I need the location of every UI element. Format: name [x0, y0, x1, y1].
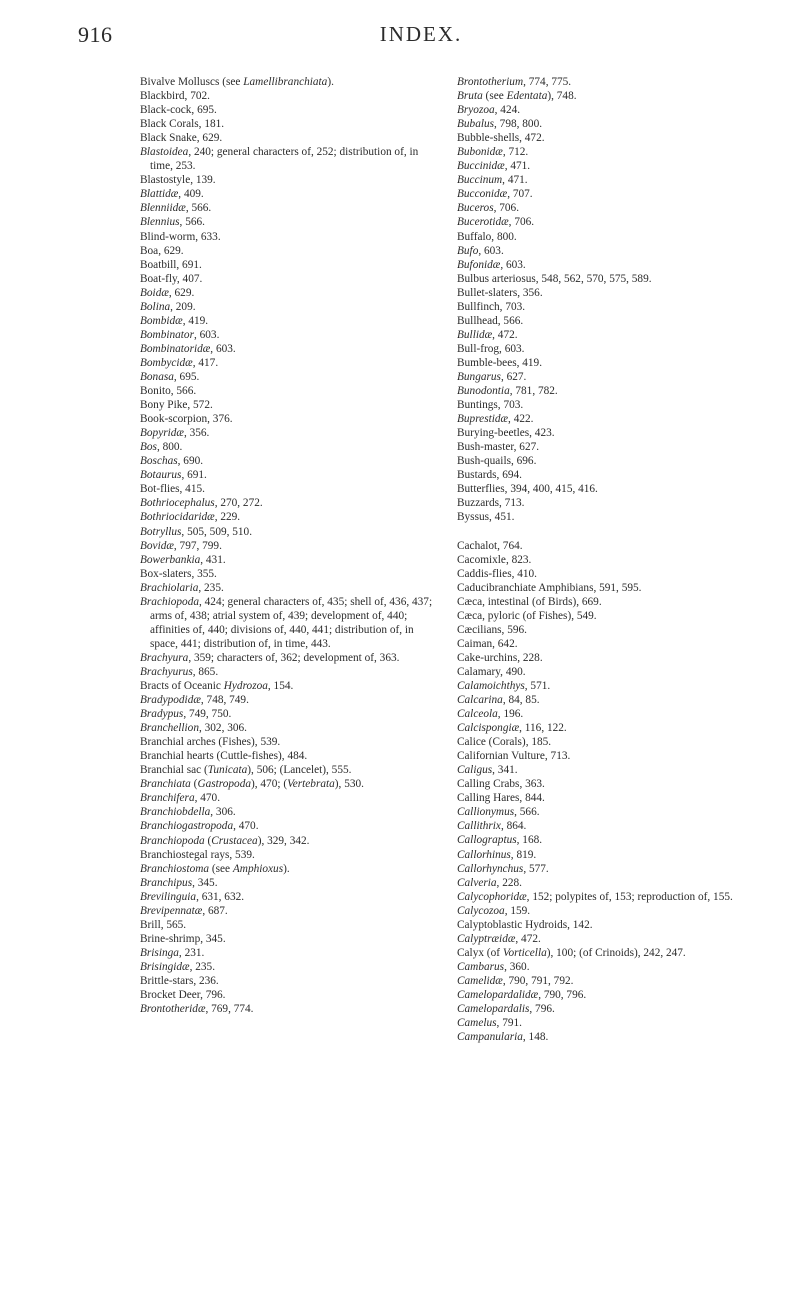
index-entry: Bullidæ, 472.: [457, 328, 518, 341]
page-header: [78, 22, 764, 52]
index-entry: Bos, 800.: [140, 441, 183, 454]
index-entry: Camelus, 791.: [457, 1017, 522, 1030]
index-entry: Black Corals, 181.: [140, 118, 225, 131]
index-entry: Calyptræidæ, 472.: [457, 932, 541, 945]
index-entry: Brontotheridæ, 769, 774.: [140, 1003, 254, 1016]
index-entry: Bombinator, 603.: [140, 328, 220, 341]
index-entry: Buzzards, 713.: [457, 497, 525, 510]
index-entry: Cachalot, 764.: [457, 539, 523, 552]
index-entry: Black Snake, 629.: [140, 132, 223, 145]
index-entry: Bucconidæ, 707.: [457, 188, 533, 201]
index-entry: Bombidæ, 419.: [140, 314, 209, 327]
index-entry: Botaurus, 691.: [140, 469, 207, 482]
index-entry: Calamary, 490.: [457, 665, 526, 678]
index-entry: Branchiostoma (see Amphioxus).: [140, 862, 290, 875]
index-entry: Blind-worm, 633.: [140, 230, 221, 243]
index-entry: Book-scorpion, 376.: [140, 413, 233, 426]
index-column-left: [140, 75, 440, 1016]
index-entry: Buffalo, 800.: [457, 230, 517, 243]
index-entry: Black-cock, 695.: [140, 104, 217, 117]
index-entry: Branchial arches (Fishes), 539.: [140, 736, 281, 749]
index-entry: Cambarus, 360.: [457, 960, 530, 973]
index-entry: Branchiopoda (Crustacea), 329, 342.: [140, 834, 310, 847]
index-entry: Brill, 565.: [140, 918, 187, 931]
index-entry: Bulbus arteriosus, 548, 562, 570, 575, 589.: [457, 272, 652, 285]
index-entry: Buntings, 703.: [457, 399, 524, 412]
index-entry: Cake-urchins, 228.: [457, 651, 543, 664]
index-entry: Bull-frog, 603.: [457, 342, 525, 355]
section-gap: [457, 525, 779, 539]
index-entry: Bungarus, 627.: [457, 370, 527, 383]
index-entry: Branchipus, 345.: [140, 876, 218, 889]
index-entry: Caducibranchiate Amphibians, 591, 595.: [457, 581, 642, 594]
index-entry: Boat-fly, 407.: [140, 272, 203, 285]
index-entry: Botryllus, 505, 509, 510.: [140, 525, 253, 538]
index-entry: Branchifera, 470.: [140, 792, 221, 805]
index-entry: Callorhynchus, 577.: [457, 862, 549, 875]
index-entry: Branchiogastropoda, 470.: [140, 820, 259, 833]
index-entry: Branchiostegal rays, 539.: [140, 848, 255, 861]
index-entry: Bush-master, 627.: [457, 441, 540, 454]
index-entry: Blastostyle, 139.: [140, 174, 216, 187]
index-entry: Callionymus, 566.: [457, 806, 540, 819]
index-entry: Bovidæ, 797, 799.: [140, 539, 222, 552]
running-head: INDEX.: [379, 22, 463, 46]
index-entry: Brachiopoda, 424; general characters of, 435; shell of, 436, 437; arms of, 438; atrial system of, 439; development of, 440; affinities of, 440; divisions of, 440, 441; distribution of, in space, 441; distribution of, in time, 443.: [140, 595, 433, 650]
page-number: 916: [78, 22, 113, 47]
index-entry: Bullet-slaters, 356.: [457, 286, 543, 299]
index-entry: Bony Pike, 572.: [140, 399, 213, 412]
index-entry: Bombinatoridæ, 603.: [140, 342, 236, 355]
index-entry: Callorhinus, 819.: [457, 848, 537, 861]
index-entry: Campanularia, 148.: [457, 1031, 549, 1044]
index-entry: Camelopardalidæ, 790, 796.: [457, 989, 587, 1001]
index-entry: Bonasa, 695.: [140, 370, 200, 383]
index-entry: Bucerotidæ, 706.: [457, 216, 535, 229]
index-entry: Bullfinch, 703.: [457, 300, 526, 313]
index-entry: Cacomixle, 823.: [457, 553, 532, 566]
index-entry: Bustards, 694.: [457, 469, 522, 482]
index-entry: Camelidæ, 790, 791, 792.: [457, 974, 574, 987]
index-entry: Bubonidæ, 712.: [457, 146, 529, 159]
index-entry: Branchial sac (Tunicata), 506; (Lancelet), 555.: [140, 764, 352, 777]
index-entry: Blennius, 566.: [140, 216, 205, 229]
index-entry: Brocket Deer, 796.: [140, 989, 226, 1002]
index-entry: Brisinga, 231.: [140, 946, 205, 959]
index-entry: Bolina, 209.: [140, 300, 196, 313]
index-entry: Boidæ, 629.: [140, 286, 195, 299]
index-entry: Brachiolaria, 235.: [140, 581, 224, 594]
index-entry: Calveria, 228.: [457, 876, 522, 889]
index-entry: Callograptus, 168.: [457, 834, 543, 847]
index-entry: Bothriocidaridæ, 229.: [140, 511, 241, 524]
index-entry: Blattidæ, 409.: [140, 188, 204, 201]
index-entry: Blackbird, 702.: [140, 90, 210, 103]
index-entry: Bufonidæ, 603.: [457, 258, 526, 271]
index-entry: Boatbill, 691.: [140, 258, 202, 271]
index-entry: Brine-shrimp, 345.: [140, 932, 226, 945]
index-entry: Bot-flies, 415.: [140, 483, 205, 496]
index-entry: Brittle-stars, 236.: [140, 975, 219, 987]
index-entry: Brevipennatæ, 687.: [140, 904, 228, 917]
index-entry: Calice (Corals), 185.: [457, 736, 552, 749]
index-entry: Buceros, 706.: [457, 202, 520, 215]
index-entry: Calcispongiæ, 116, 122.: [457, 722, 567, 735]
index-entry: Branchiobdella, 306.: [140, 806, 236, 819]
index-entry: Calling Crabs, 363.: [457, 778, 545, 791]
index-entry: Calycophoridæ, 152; polypites of, 153; reproduction of, 155.: [457, 890, 733, 903]
index-entry: Brachyurus, 865.: [140, 665, 219, 678]
index-columns: [140, 75, 780, 1295]
index-entry: Caligus, 341.: [457, 764, 518, 777]
index-entry: Bradypodidæ, 748, 749.: [140, 694, 249, 707]
index-entry: Bruta (see Edentata), 748.: [457, 90, 577, 103]
index-entry: Bryozoa, 424.: [457, 104, 521, 117]
index-entry: Bunodontia, 781, 782.: [457, 385, 558, 398]
index-entry: Buccinidæ, 471.: [457, 160, 531, 173]
index-entry: Butterflies, 394, 400, 415, 416.: [457, 483, 598, 496]
index-entry: Brontotherium, 774, 775.: [457, 76, 572, 88]
index-entry: Bowerbankia, 431.: [140, 553, 226, 566]
index-entry: Bubble-shells, 472.: [457, 132, 545, 145]
index-entry: Bracts of Oceanic Hydrozoa, 154.: [140, 680, 294, 693]
index-entry: Calyx (of Vorticella), 100; (of Crinoids), 242, 247.: [457, 946, 686, 959]
index-entry: Bothriocephalus, 270, 272.: [140, 497, 263, 510]
index-entry: Bivalve Molluscs (see Lamellibranchiata).: [140, 76, 334, 88]
index-entry: Cæca, intestinal (of Birds), 669.: [457, 595, 602, 608]
index-entry: Brevilinguia, 631, 632.: [140, 890, 245, 903]
index-entry: Bopyridæ, 356.: [140, 427, 210, 440]
index-entry: Buccinum, 471.: [457, 174, 528, 187]
index-entry: Calcarina, 84, 85.: [457, 694, 540, 707]
index-entry: Byssus, 451.: [457, 511, 515, 524]
index-entry: Caiman, 642.: [457, 637, 518, 650]
index-entry: Calceola, 196.: [457, 708, 524, 721]
index-entry: Bonito, 566.: [140, 385, 197, 398]
index-entry: Branchial hearts (Cuttle-fishes), 484.: [140, 750, 308, 763]
index-entry: Box-slaters, 355.: [140, 567, 217, 580]
index-entry: Boa, 629.: [140, 244, 184, 257]
index-entry: Californian Vulture, 713.: [457, 750, 571, 763]
index-entry: Brisingidæ, 235.: [140, 960, 216, 973]
index-entry: Blenniidæ, 566.: [140, 202, 212, 215]
index-entry: Boschas, 690.: [140, 455, 204, 468]
index-entry: Burying-beetles, 423.: [457, 427, 555, 440]
index-column-right: [457, 75, 779, 1044]
index-entry: Bullhead, 566.: [457, 314, 524, 327]
index-entry: Branchellion, 302, 306.: [140, 722, 247, 735]
index-entry: Callithrix, 864.: [457, 820, 527, 833]
index-entry: Cæcilians, 596.: [457, 623, 527, 636]
index-entry: Bradypus, 749, 750.: [140, 708, 232, 721]
index-entry: Calycozoa, 159.: [457, 904, 531, 917]
index-entry: Cæca, pyloric (of Fishes), 549.: [457, 609, 597, 622]
index-entry: Brachyura, 359; characters of, 362; development of, 363.: [140, 651, 400, 664]
index-entry: Caddis-flies, 410.: [457, 567, 538, 580]
index-entry: Calling Hares, 844.: [457, 792, 545, 805]
index-entry: Calamoichthys, 571.: [457, 679, 551, 692]
index-entry: Branchiata (Gastropoda), 470; (Vertebrata), 530.: [140, 778, 364, 791]
index-entry: Bubalus, 798, 800.: [457, 118, 543, 131]
index-entry: Calyptoblastic Hydroids, 142.: [457, 918, 593, 931]
index-entry: Bumble-bees, 419.: [457, 356, 543, 369]
index-entry: Bush-quails, 696.: [457, 455, 537, 468]
index-entry: Blastoidea, 240; general characters of, 252; distribution of, in time, 253.: [140, 146, 419, 173]
index-entry: Bombycidæ, 417.: [140, 356, 219, 369]
index-entry: Camelopardalis, 796.: [457, 1003, 555, 1016]
index-entry: Bufo, 603.: [457, 244, 504, 257]
index-entry: Buprestidæ, 422.: [457, 413, 534, 426]
